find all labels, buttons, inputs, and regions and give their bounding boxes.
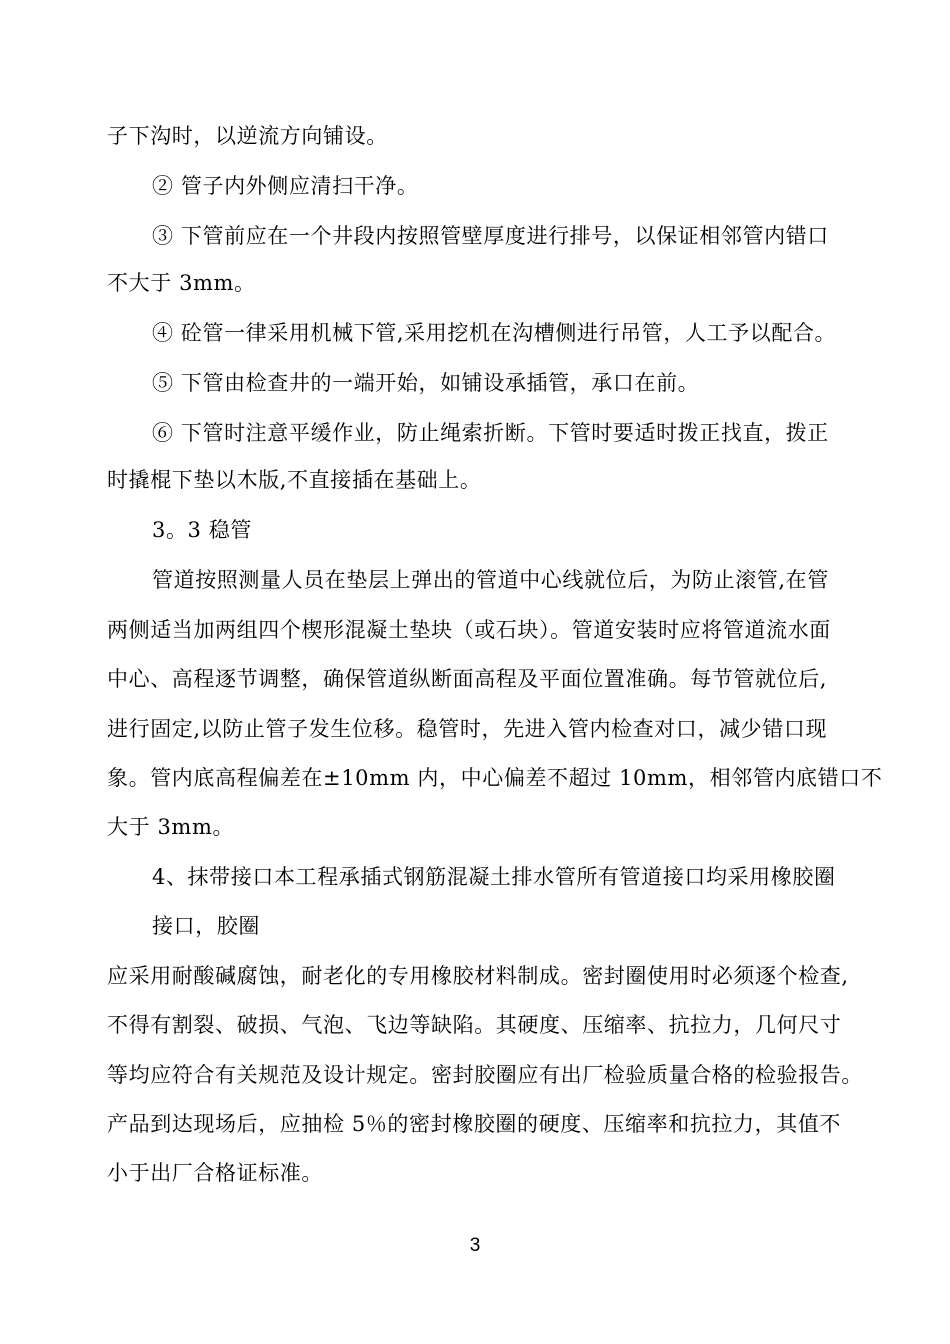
paragraph-line: 大于 3mm。 [107, 815, 235, 839]
list-item-2: ② 管子内外侧应清扫干净。 [152, 174, 419, 198]
paragraph-line: 象。管内底高程偏差在±10mm 内，中心偏差不超过 10mm，相邻管内底错口不 [107, 766, 883, 790]
section-heading: 3。3 稳管 [152, 518, 252, 542]
list-item-6: ⑥ 下管时注意平缓作业，防止绳索折断。下管时要适时拨正找直，拨正 [152, 421, 829, 445]
paragraph-line: 中心、高程逐节调整，确保管道纵断面高程及平面位置准确。每节管就位后, [107, 667, 828, 691]
paragraph-line: 子下沟时，以逆流方向铺设。 [107, 124, 388, 148]
paragraph-line: 不大于 3mm。 [107, 271, 256, 295]
paragraph-line: 两侧适当加两组四个楔形混凝土垫块（或石块）。管道安装时应将管道流水面 [107, 618, 831, 642]
list-item-4: ④ 砼管一律采用机械下管,采用挖机在沟槽侧进行吊管，人工予以配合。 [152, 321, 837, 345]
paragraph-line: 时撬棍下垫以木版,不直接插在基础上。 [107, 468, 482, 492]
paragraph-line: 应采用耐酸碱腐蚀，耐老化的专用橡胶材料制成。密封圈使用时必须逐个检查, [107, 964, 849, 988]
paragraph-line: 不得有割裂、破损、气泡、飞边等缺陷。其硬度、压缩率、抗拉力，几何尺寸 [107, 1013, 842, 1037]
page-number: 3 [469, 1235, 481, 1256]
list-item-5: ⑤ 下管由检查井的一端开始，如铺设承插管，承口在前。 [152, 371, 700, 395]
paragraph-line: 接口，胶圈 [152, 914, 260, 938]
paragraph-line: 小于出厂合格证标准。 [107, 1161, 323, 1185]
list-item-3: ③ 下管前应在一个井段内按照管壁厚度进行排号，以保证相邻管内错口 [152, 224, 829, 248]
paragraph-line: 产品到达现场后，应抽检 5％的密封橡胶圈的硬度、压缩率和抗拉力，其值不 [107, 1112, 842, 1136]
paragraph-line: 进行固定,以防止管子发生位移。稳管时，先进入管内检查对口，减少错口现 [107, 717, 828, 741]
paragraph-line: 等均应符合有关规范及设计规定。密封胶圈应有出厂检验质量合格的检验报告。 [107, 1063, 863, 1087]
section-heading: 4、抹带接口本工程承插式钢筋混凝土排水管所有管道接口均采用橡胶圈 [152, 865, 836, 889]
paragraph-line: 管道按照测量人员在垫层上弹出的管道中心线就位后，为防止滚管,在管 [152, 568, 829, 592]
